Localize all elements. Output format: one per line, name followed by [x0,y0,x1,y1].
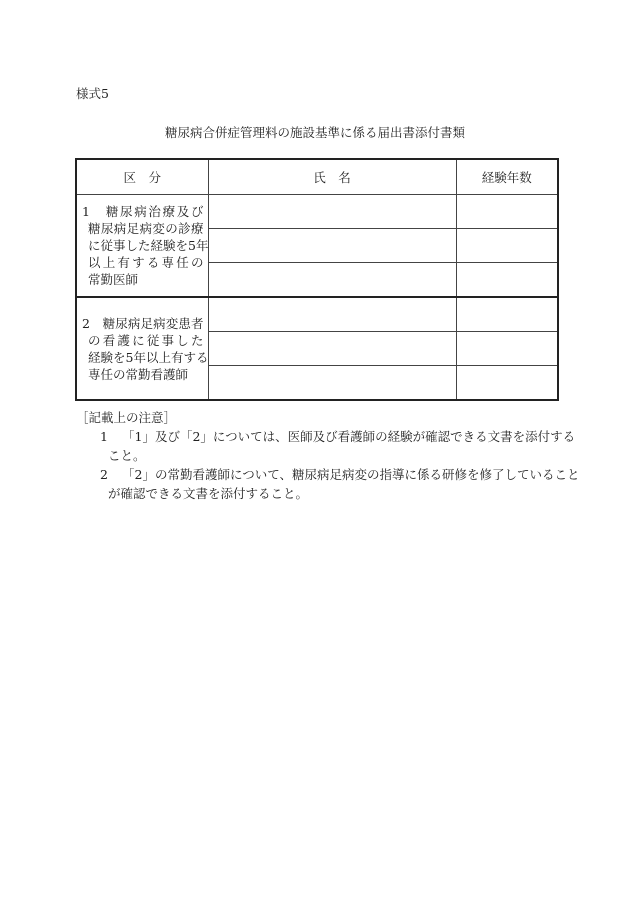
form-number: 様式5 [76,86,109,101]
table-row [76,297,558,332]
years-cell[interactable] [456,263,558,298]
category-line: の看護に従事した [88,332,204,348]
table-header-row [76,159,558,195]
category-line: 常勤医師 [88,272,139,287]
note-number: 1 [100,429,108,444]
note-number: 2 [100,467,108,482]
category-line: 糖尿病足病変の診療 [88,221,204,236]
document-title: 糖尿病合併症管理料の施設基準に係る届出書添付書類 [164,125,465,140]
note-text-cont: が確認できる文書を添付すること。 [108,486,309,501]
years-cell[interactable] [456,229,558,263]
name-cell[interactable] [208,297,456,332]
name-cell[interactable] [208,366,456,401]
category-nurse [76,297,208,400]
category-line: 専任の常勤看護師 [88,366,189,382]
name-cell[interactable] [208,195,456,229]
note-item [100,465,616,503]
header-category: 区 分 [76,159,208,195]
header-name: 氏 名 [208,159,456,195]
name-cell[interactable] [208,332,456,366]
header-years: 経験年数 [456,159,558,195]
note-item [100,427,616,465]
staff-table [75,158,559,401]
years-cell[interactable] [456,195,558,229]
table-row [76,195,558,229]
name-cell[interactable] [208,229,456,263]
notes-heading: ［記載上の注意］ [76,410,177,425]
years-cell[interactable] [456,297,558,332]
note-text: 「1」及び「2」については、医師及び看護師の経験が確認できる文書を添付する [122,429,576,444]
note-text-cont: こと。 [108,448,146,463]
years-cell[interactable] [456,366,558,401]
note-text: 「2」の常勤看護師について、糖尿病足病変の指導に係る研修を修了していること [122,467,580,482]
category-line: 1 糖尿病治療及び [82,204,204,219]
category-physician [76,195,208,298]
category-line: 経験を5年以上有する [88,349,209,365]
category-line: 以上有する専任の [88,255,204,270]
category-line: 2 糖尿病足病変患者 [82,315,204,331]
category-line: に従事した経験を5年 [88,238,209,253]
name-cell[interactable] [208,263,456,298]
years-cell[interactable] [456,332,558,366]
notes-section [76,408,616,503]
